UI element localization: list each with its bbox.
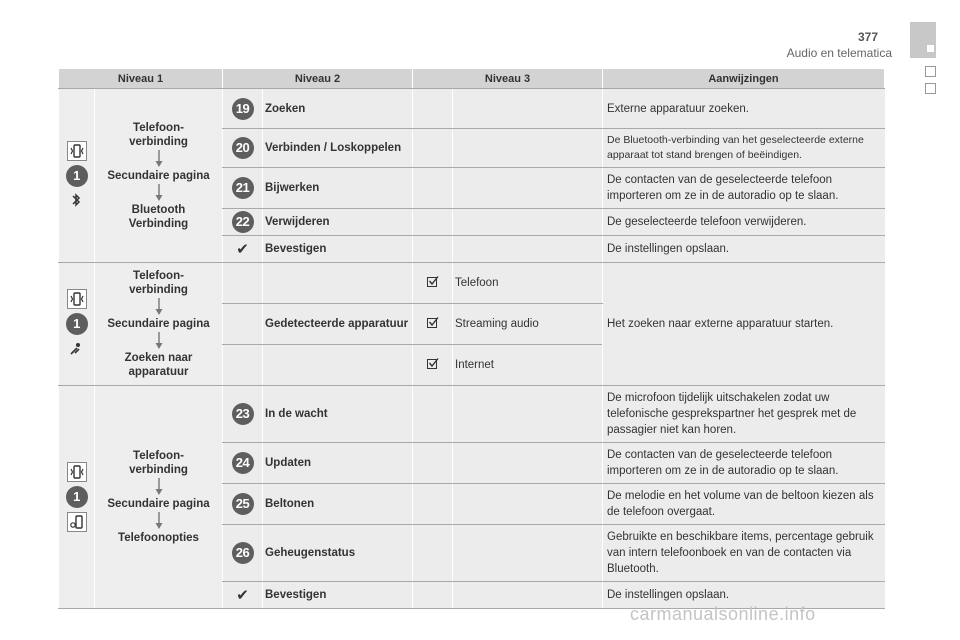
checkbox-icon	[427, 276, 439, 288]
arrow-down-icon	[154, 184, 164, 202]
checkmark-icon: ✔	[236, 241, 249, 258]
level3-label	[453, 443, 603, 484]
instruction: De geselecteerde telefoon verwijderen.	[603, 209, 885, 236]
level3-check	[413, 209, 453, 236]
step-badge: 24	[232, 452, 254, 474]
level1-badge: 1	[66, 313, 88, 335]
instruction: Gebruikte en beschikbare items, percentage gebruik van intern telefoonboek en van de contacten via Bluetooth.	[603, 525, 885, 582]
level3-label	[453, 236, 603, 263]
level2-label: Bevestigen	[263, 236, 413, 263]
header-instructions: Aanwijzingen	[603, 69, 885, 89]
row-badge-cell	[223, 386, 263, 443]
seq-step: Telefoon- verbinding	[129, 450, 188, 476]
instruction: De microfoon tijdelijk uitschakelen zodat uw telefonische gesprekspartner het gesprek met de passagier niet kan horen.	[603, 386, 885, 443]
arrow-down-icon	[154, 332, 164, 350]
page-number: 377	[858, 30, 879, 44]
arrow-down-icon	[154, 298, 164, 316]
table-row	[59, 89, 885, 129]
row-badge-cell	[223, 525, 263, 582]
level3-label	[453, 209, 603, 236]
level3-label	[453, 129, 603, 168]
level3-check	[413, 525, 453, 582]
row-badge-cell	[223, 89, 263, 129]
level3-check	[413, 168, 453, 209]
phone-connection-icon	[67, 462, 87, 482]
row-badge-cell	[223, 443, 263, 484]
level2-label	[263, 345, 413, 386]
level1-sequence	[95, 263, 223, 386]
menu-table	[58, 68, 885, 609]
level3-check	[413, 582, 453, 609]
table-row	[59, 263, 885, 304]
row-badge-cell	[223, 209, 263, 236]
row-badge-cell	[223, 129, 263, 168]
level3-label	[453, 386, 603, 443]
level3-check	[413, 443, 453, 484]
step-badge: 19	[232, 98, 254, 120]
level3-check	[413, 484, 453, 525]
search-device-icon	[67, 339, 87, 359]
level3-check	[413, 304, 453, 345]
seq-step: Secundaire pagina	[107, 318, 210, 330]
header-level-1: Niveau 1	[59, 69, 223, 89]
level1-icons	[59, 386, 95, 609]
level2-label: Beltonen	[263, 484, 413, 525]
phone-connection-icon	[67, 289, 87, 309]
instruction: Externe apparatuur zoeken.	[603, 89, 885, 129]
level2-label: Verwijderen	[263, 209, 413, 236]
level3-label	[453, 89, 603, 129]
row-badge-cell	[223, 484, 263, 525]
instruction: De instellingen opslaan.	[603, 582, 885, 609]
level3-check	[413, 89, 453, 129]
seq-step: Zoeken naar apparatuur	[124, 352, 193, 378]
level2-label: Bijwerken	[263, 168, 413, 209]
arrow-down-icon	[154, 478, 164, 496]
seq-step: Telefoonopties	[118, 532, 199, 544]
level2-label: Gedetecteerde apparatuur	[263, 304, 413, 345]
level1-badge: 1	[66, 165, 88, 187]
level3-check	[413, 386, 453, 443]
header-level-3: Niveau 3	[413, 69, 603, 89]
instruction: Het zoeken naar externe apparatuur starten.	[603, 263, 885, 386]
chapter-tab-square-2	[925, 83, 936, 94]
level2-label: Geheugenstatus	[263, 525, 413, 582]
chapter-tab	[910, 22, 936, 58]
level3-label: Streaming audio	[453, 304, 603, 345]
row-badge-cell	[223, 263, 263, 304]
seq-step: Bluetooth Verbinding	[128, 203, 189, 230]
level3-check	[413, 263, 453, 304]
row-badge-cell	[223, 345, 263, 386]
instruction: De Bluetooth-verbinding van het geselecteerde externe apparaat tot stand brengen of beëindigen.	[603, 129, 885, 168]
step-badge: 21	[232, 177, 254, 199]
seq-step: Secundaire pagina	[107, 498, 210, 510]
level2-label: In de wacht	[263, 386, 413, 443]
level3-label	[453, 525, 603, 582]
instruction: De instellingen opslaan.	[603, 236, 885, 263]
phone-connection-icon	[67, 141, 87, 161]
table-row	[59, 386, 885, 443]
level3-label	[453, 484, 603, 525]
level2-label: Bevestigen	[263, 582, 413, 609]
table-header-row	[59, 69, 885, 89]
bluetooth-icon	[67, 191, 87, 211]
level3-check	[413, 236, 453, 263]
instruction: De contacten van de geselecteerde telefoon importeren om ze in de autoradio op te slaan.	[603, 168, 885, 209]
level2-label: Updaten	[263, 443, 413, 484]
level1-badge: 1	[66, 486, 88, 508]
level3-label: Internet	[453, 345, 603, 386]
checkmark-icon: ✔	[236, 587, 249, 604]
level3-label: Telefoon	[453, 263, 603, 304]
step-badge: 23	[232, 403, 254, 425]
level2-label	[263, 263, 413, 304]
step-badge: 26	[232, 542, 254, 564]
step-badge: 22	[232, 211, 254, 233]
instruction: De contacten van de geselecteerde telefoon importeren om ze in de autoradio op te slaan.	[603, 443, 885, 484]
level2-label: Verbinden / Loskoppelen	[263, 129, 413, 168]
seq-step: Telefoon- verbinding	[129, 270, 188, 296]
arrow-down-icon	[154, 512, 164, 530]
level1-sequence	[95, 386, 223, 609]
section-title: Audio en telematica	[786, 46, 892, 60]
seq-step: Telefoon- verbinding	[129, 121, 188, 148]
level3-check	[413, 129, 453, 168]
phone-settings-icon	[67, 512, 87, 532]
level1-icons	[59, 89, 95, 263]
row-badge-cell	[223, 236, 263, 263]
level1-sequence	[95, 89, 223, 263]
chapter-tab-marker	[927, 45, 934, 52]
checkbox-icon	[427, 358, 439, 370]
row-badge-cell	[223, 304, 263, 345]
level2-label: Zoeken	[263, 89, 413, 129]
instruction: De melodie en het volume van de beltoon kiezen als de telefoon overgaat.	[603, 484, 885, 525]
row-badge-cell	[223, 582, 263, 609]
checkbox-icon	[427, 317, 439, 329]
arrow-down-icon	[154, 150, 164, 168]
seq-step: Secundaire pagina	[107, 169, 210, 182]
row-badge-cell	[223, 168, 263, 209]
level3-check	[413, 345, 453, 386]
level1-icons	[59, 263, 95, 386]
step-badge: 25	[232, 493, 254, 515]
level3-label	[453, 168, 603, 209]
level3-label	[453, 582, 603, 609]
header-level-2: Niveau 2	[223, 69, 413, 89]
step-badge: 20	[232, 137, 254, 159]
chapter-tab-square-1	[925, 66, 936, 77]
watermark-footer: carmanualsonline.info	[630, 604, 816, 624]
